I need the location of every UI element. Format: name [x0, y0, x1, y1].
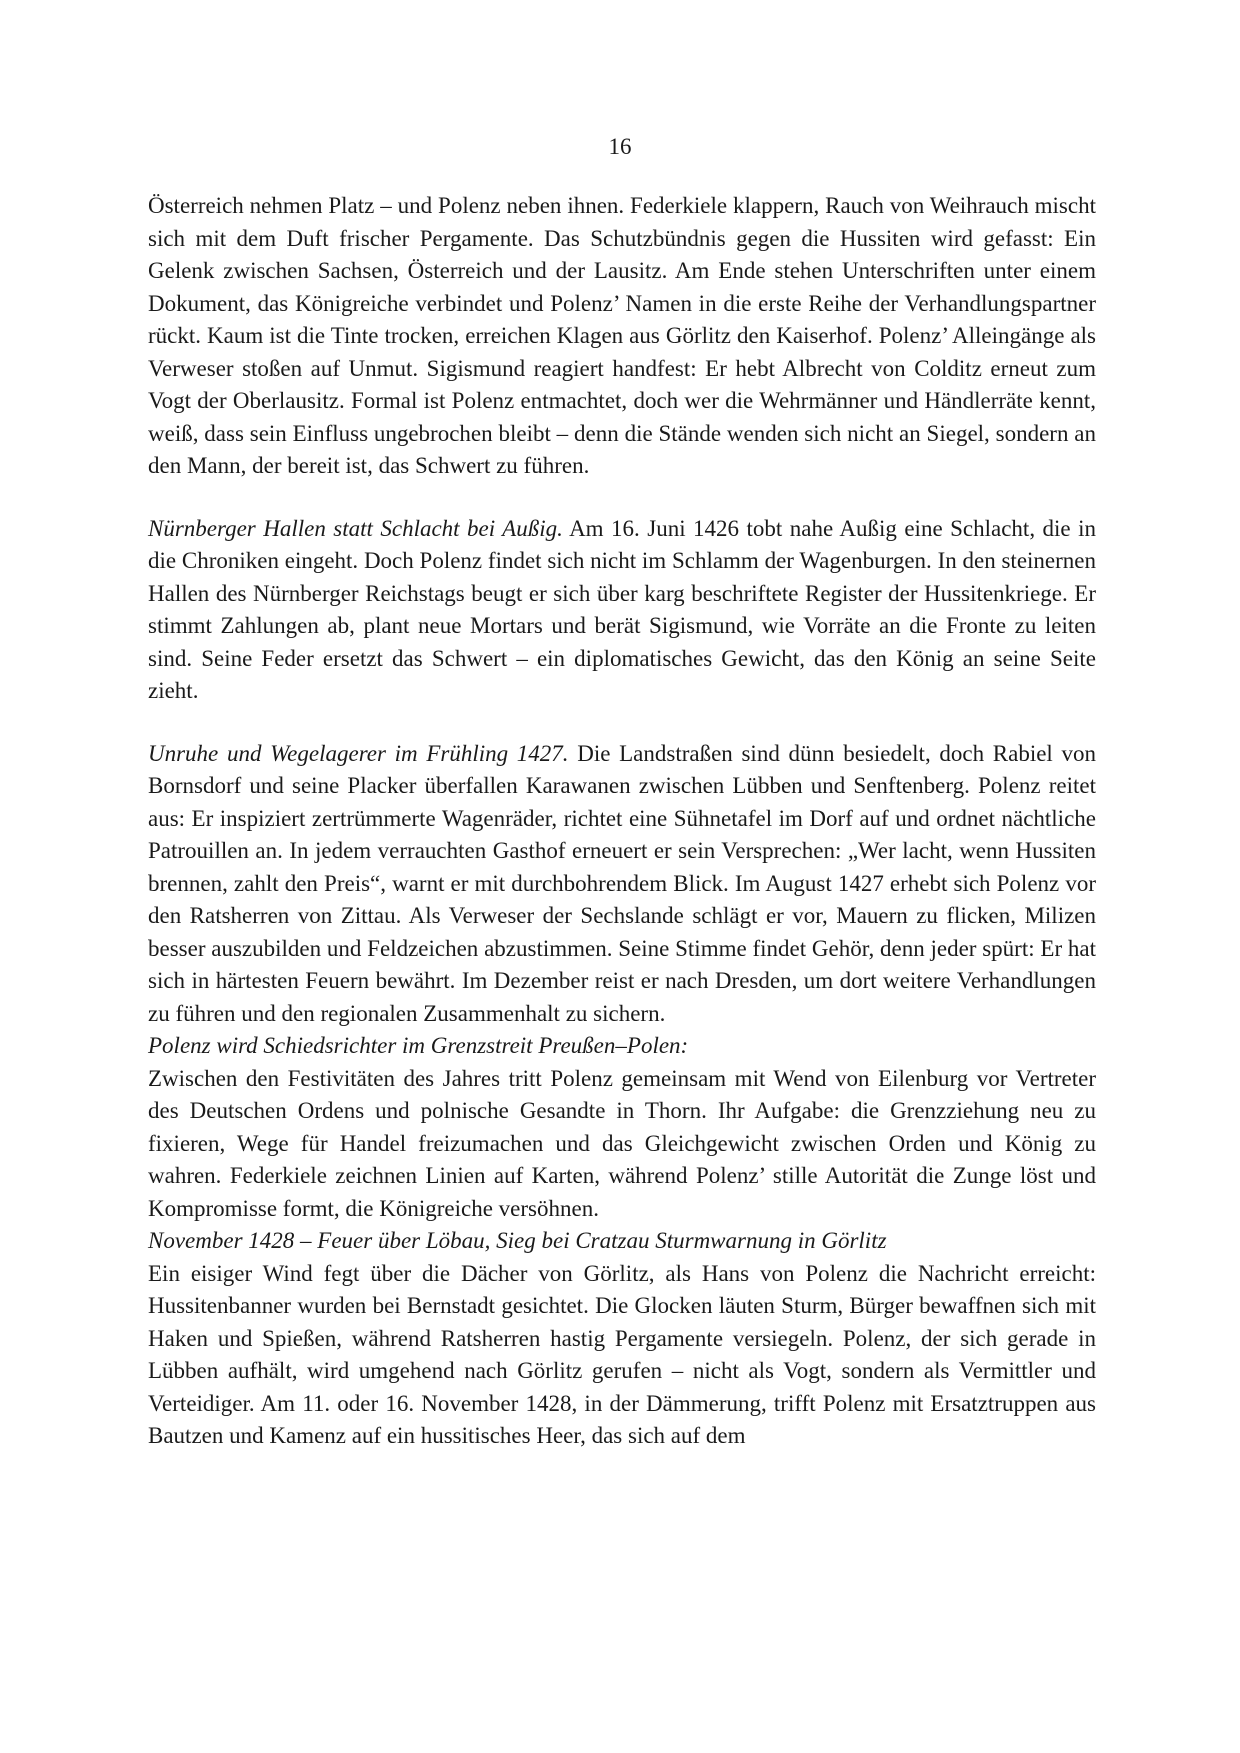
- section-body-november-1428: Ein eisiger Wind fegt über die Dächer von Görlitz, als Hans von Polenz die Nachricht erreicht: Hussitenbanner wurden bei Bernstadt gesichtet. Die Glocken läuten Sturm, Bürger bewaffnen sich mit Haken und Spießen, während Ratsherren hastig Pergamente versiegeln. Polenz, der sich gerade in Lübben aufhält, wird umgehend nach Görlitz gerufen – nicht als Vogt, sondern als Vermittler und Verteidiger. Am 11. oder 16. November 1428, in der Dämmerung, trifft Polenz mit Ersatztruppen aus Bautzen und Kamenz auf ein hussitisches Heer, das sich auf dem: [148, 1260, 1096, 1448]
- section-heading-november-1428: November 1428 – Feuer über Löbau, Sieg bei Cratzau Sturmwarnung in Görlitz: [148, 1228, 887, 1253]
- section-body-nuernberg: Am 16. Juni 1426 tobt nahe Außig eine Schlacht, die in die Chroniken eingeht. Doch Polenz findet sich nicht im Schlamm der Wagenburgen. In den steinernen Hallen des Nürnberger Reichstags beugt er sich über karg beschriftete Register der Hussitenkriege. Er stimmt Zahlungen ab, plant neue Mortars und berät Sigismund, wie Vorräte an die Fronte zu leiten sind. Seine Feder ersetzt das Schwert – ein diplomatisches Gewicht, das den König an seine Seite zieht.: [148, 515, 1096, 703]
- section-heading-unruhe: Unruhe und Wegelagerer im Frühling 1427.: [148, 740, 569, 766]
- section-body-unruhe: Die Landstraßen sind dünn besiedelt, doch Rabiel von Bornsdorf und seine Placker überfallen Karawanen zwischen Lübben und Senftenberg. Polenz reitet aus: Er inspiziert zertrümmerte Wagenräder, richtet eine Sühnetafel im Dorf auf und ordnet nächtliche Patrouillen an. In jedem verrauchten Gasthof erneuert er sein Versprechen: „Wer lacht, wenn Hussiten brennen, zahlt den Preis“, warnt er mit durchbohrendem Blick. Im August 1427 erhebt sich Polenz vor den Ratsherren von Zittau. Als Verweser der Sechslande schlägt er vor, Mauern zu flicken, Milizen besser auszubilden und Feldzeichen abzustimmen. Seine Stimme findet Gehör, denn jeder spürt: Er hat sich in härtesten Feuern bewährt. Im Dezember reist er nach Dresden, um dort weitere Verhandlungen zu führen und den regionalen Zusammenhalt zu sichern.: [148, 740, 1096, 1026]
- section-heading-schiedsrichter: Polenz wird Schiedsrichter im Grenzstreit Preußen–Polen:: [148, 1033, 689, 1058]
- paragraph-unruhe: [148, 738, 1096, 1031]
- paragraph-alliance: Österreich nehmen Platz – und Polenz neben ihnen. Federkiele klappern, Rauch von Weihrauch mischt sich mit dem Duft frischer Pergamente. Das Schutzbündnis gegen die Hussiten wird gefasst: Ein Gelenk zwischen Sachsen, Österreich und der Lausitz. Am Ende stehen Unterschriften unter einem Dokument, das Königreiche verbindet und Polenz’ Namen in die erste Reihe der Verhandlungspartner rückt. Kaum ist die Tinte trocken, erreichen Klagen aus Görlitz den Kaiserhof. Polenz’ Alleingänge als Verweser stoßen auf Unmut. Sigismund reagiert handfest: Er hebt Albrecht von Colditz erneut zum Vogt der Oberlausitz. Formal ist Polenz entmachtet, doch wer die Wehrmänner und Händlerräte kennt, weiß, dass sein Einfluss ungebrochen bleibt – denn die Stände wenden sich nicht an Siegel, sondern an den Mann, der bereit ist, das Schwert zu führen.: [148, 193, 1096, 478]
- page-content: [148, 190, 1096, 1453]
- section-body-schiedsrichter: Zwischen den Festivitäten des Jahres tritt Polenz gemeinsam mit Wend von Eilenburg vor Vertreter des Deutschen Ordens und polnische Gesandte in Thorn. Ihr Aufgabe: die Grenzziehung neu zu fixieren, Wege für Handel freizumachen und das Gleichgewicht zwischen Orden und König zu wahren. Federkiele zeichnen Linien auf Karten, während Polenz’ stille Autorität die Zunge löst und Kompromisse formt, die Königreiche versöhnen.: [148, 1065, 1096, 1221]
- page-number: 16: [608, 134, 632, 159]
- section-heading-nuernberg: Nürnberger Hallen statt Schlacht bei Außig.: [148, 515, 563, 541]
- paragraph-nuernberg: [148, 513, 1096, 708]
